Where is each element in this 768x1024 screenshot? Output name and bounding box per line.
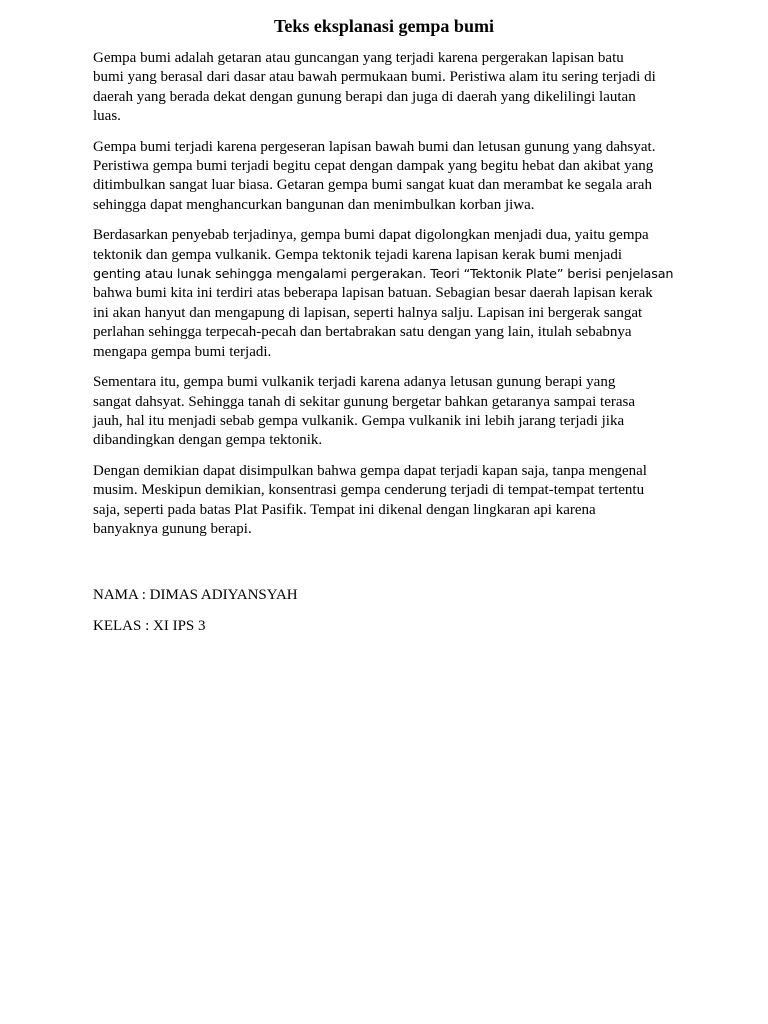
paragraph-line: bahwa bumi kita ini terdiri atas beberapa lapisan batuan. Sebagian besar daerah lapisan kerak [93,285,653,302]
paragraph-line: ini akan hanyut dan mengapung di lapisan, seperti halnya salju. Lapisan ini bergerak sangat [93,304,643,321]
paragraph-5 [93,462,683,540]
document-body [93,49,683,550]
paragraph-line: Berdasarkan penyebab terjadinya, gempa bumi dapat digolongkan menjadi dua, yaitu gempa [93,227,649,244]
student-name: NAMA : DIMAS ADIYANSYAH [93,587,298,603]
paragraph-line: Dengan demikian dapat disimpulkan bahwa gempa dapat terjadi kapan saja, tanpa mengenal [93,462,647,479]
paragraph-line: dibandingkan dengan gempa tektonik. [93,432,323,449]
paragraph-line: bumi yang berasal dari dasar atau bawah permukaan bumi. Peristiwa alam itu sering terjadi di [93,69,656,86]
paragraph-line: daerah yang berada dekat dengan gunung berapi dan juga di daerah yang dikelilingi lautan [93,88,636,105]
paragraph-line: musim. Meskipun demikian, konsentrasi gempa cenderung terjadi di tempat-tempat tertentu [93,482,645,499]
paragraph-line: jauh, hal itu menjadi sebab gempa vulkanik. Gempa vulkanik ini lebih jarang terjadi jika [93,412,625,429]
paragraph-line: ditimbulkan sangat luar biasa. Getaran gempa bumi sangat kuat dan merambat ke segala arah [93,177,652,194]
student-identity [93,586,683,649]
paragraph-2 [93,138,683,216]
paragraph-line: sangat dahsyat. Sehingga tanah di sekitar gunung bergetar bahkan getaranya sampai terasa [93,393,636,410]
paragraph-line: Peristiwa gempa bumi terjadi begitu cepat dengan dampak yang begitu hebat dan akibat yang [93,158,654,175]
paragraph-line: Gempa bumi adalah getaran atau guncangan yang terjadi karena pergerakan lapisan batu [93,50,624,66]
paragraph-line: banyaknya gunung berapi. [93,520,252,537]
paragraph-line: luas. [93,108,121,125]
paragraph-line: saja, seperti pada batas Plat Pasifik. Tempat ini dikenal dengan lingkaran api karena [93,501,596,518]
document-title: Teks eksplanasi gempa bumi [274,16,494,36]
student-class: KELAS : XI IPS 3 [93,618,206,635]
paragraph-1 [93,49,683,127]
paragraph-line: Sementara itu, gempa bumi vulkanik terjadi karena adanya letusan gunung berapi yang [93,374,616,391]
paragraph-line: mengapa gempa bumi terjadi. [93,343,272,360]
paragraph-line: genting atau lunak sehingga mengalami pergerakan. Teori “Tektonik Plate” berisi penjelasan [93,267,674,283]
paragraph-4 [93,373,683,451]
paragraph-line: tektonik dan gempa vulkanik. Gempa tektonik tejadi karena lapisan kerak bumi menjadi [93,246,623,263]
paragraph-line: sehingga dapat menghancurkan bangunan dan menimbulkan korban jiwa. [93,196,535,213]
paragraph-line: Gempa bumi terjadi karena pergeseran lapisan bawah bumi dan letusan gunung yang dahsyat. [93,138,656,155]
paragraph-line: perlahan sehingga terpecah-pecah dan bertabrakan satu dengan yang lain, itulah sebabnya [93,324,632,341]
paragraph-3 [93,226,683,362]
